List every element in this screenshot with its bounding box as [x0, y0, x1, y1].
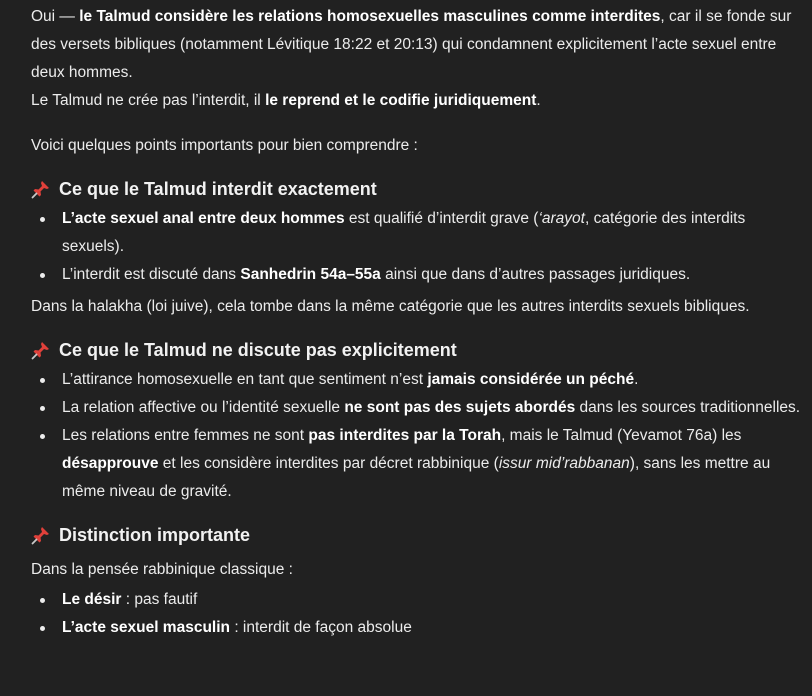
item-text: , mais le Talmud (Yevamot 76a) les [501, 427, 742, 444]
bullet-list [31, 366, 803, 506]
intro-text: Le Talmud ne crée pas l’interdit, il [31, 92, 266, 109]
list-item [31, 586, 803, 614]
intro-text: . [536, 92, 541, 109]
item-text: et les considère interdites par décret rabbinique ( [158, 455, 499, 472]
bullet-list [31, 586, 803, 642]
lead-paragraph: Voici quelques points importants pour bien comprendre : [31, 137, 418, 154]
pushpin-icon [31, 179, 51, 199]
list-item [31, 394, 803, 422]
intro-paragraph [31, 3, 803, 115]
item-bold: ne sont pas des sujets abordés [344, 399, 576, 416]
list-item [31, 205, 803, 261]
item-text: L’attirance homosexuelle en tant que sentiment n’est [62, 371, 428, 388]
intro-text: , car il se fonde sur des versets bibliques (notamment Lévitique 18:22 et 20:13) qui condamnent explicitement l’acte sexuel entre deux hommes. [31, 8, 792, 81]
section-note: Dans la halakha (loi juive), cela tombe dans la même catégorie que les autres interdits sexuels bibliques. [31, 298, 750, 315]
item-text: : interdit de façon absolue [230, 619, 412, 636]
item-text: dans les sources traditionnelles. [575, 399, 801, 416]
item-italic: issur mid’rabbanan [498, 455, 630, 472]
item-bold: désapprouve [62, 455, 159, 472]
item-bold: L’acte sexuel anal entre deux hommes [62, 210, 345, 227]
item-bold: L’acte sexuel masculin [62, 619, 231, 636]
intro-text: Oui — [31, 8, 80, 25]
list-item [31, 261, 803, 289]
intro-bold: le reprend et le codifie juridiquement [265, 92, 537, 109]
item-text: L’interdit est discuté dans [62, 266, 241, 283]
item-text: La relation affective ou l’identité sexuelle [62, 399, 345, 416]
list-item [31, 422, 803, 506]
bullet-list [31, 205, 803, 289]
list-item [31, 614, 803, 642]
section-title: Ce que le Talmud interdit exactement [59, 179, 377, 199]
item-bold: pas interdites par la Torah [308, 427, 502, 444]
section-heading [31, 521, 803, 549]
pushpin-icon [31, 340, 51, 360]
item-bold: jamais considérée un péché [427, 371, 635, 388]
section-heading [31, 336, 803, 364]
item-text: ), sans les mettre au même niveau de gravité. [62, 455, 771, 500]
item-text: ainsi que dans d’autres passages juridiques. [380, 266, 691, 283]
section-lead: Dans la pensée rabbinique classique : [31, 561, 293, 578]
pushpin-icon [31, 525, 51, 545]
list-item [31, 366, 803, 394]
item-text: Les relations entre femmes ne sont [62, 427, 309, 444]
item-text: , catégorie des interdits sexuels). [62, 210, 746, 255]
item-text: . [634, 371, 639, 388]
item-bold: Sanhedrin 54a–55a [240, 266, 381, 283]
section-title: Ce que le Talmud ne discute pas explicitement [59, 340, 457, 360]
section-title: Distinction importante [59, 525, 251, 545]
intro-bold: le Talmud considère les relations homosexuelles masculines comme interdites [79, 8, 661, 25]
item-bold: Le désir [62, 591, 122, 608]
item-italic: ‘arayot [538, 210, 585, 227]
item-text: : pas fautif [121, 591, 198, 608]
item-text: est qualifié d’interdit grave ( [344, 210, 539, 227]
section-heading [31, 175, 803, 203]
